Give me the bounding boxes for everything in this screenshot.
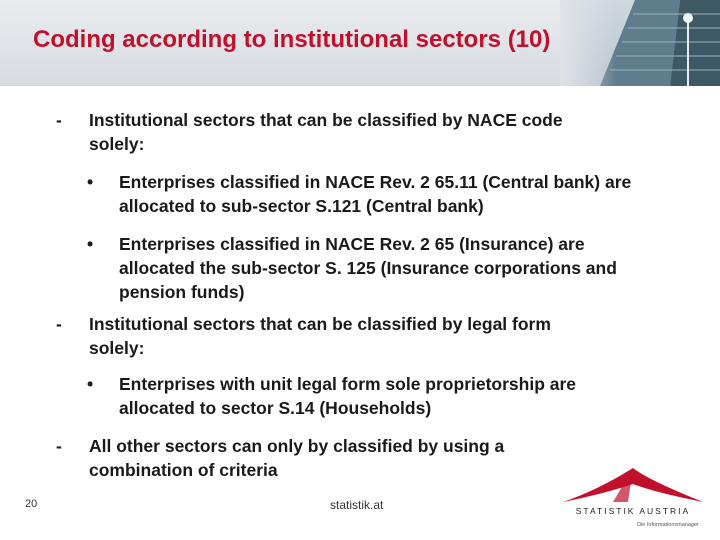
dash-marker: - [56, 314, 62, 334]
bullet-item [56, 434, 609, 482]
bullet-text: Institutional sectors that can be classified by NACE code solely: [89, 110, 563, 154]
dash-marker: - [56, 436, 62, 456]
page-number: 20 [25, 498, 38, 510]
sub-bullet-item [87, 232, 654, 304]
sub-bullet-text: Enterprises classified in NACE Rev. 2 65.11 (Central bank) are allocated to sub-sector S.121 (Central bank) [119, 172, 632, 216]
bullet-item [56, 108, 609, 156]
bullet-text: All other sectors can only by classified by using a combination of criteria [89, 436, 505, 480]
bullet-dot-marker: • [87, 234, 94, 254]
building-photo-icon [560, 0, 720, 86]
statistik-austria-logo-icon [558, 462, 708, 532]
bullet-item [56, 312, 609, 360]
logo-tagline: Die Informationsmanager [637, 522, 699, 528]
logo-wordmark: STATISTIK AUSTRIA [575, 506, 691, 516]
header-building-photo [560, 0, 720, 86]
bullet-text: Institutional sectors that can be classified by legal form solely: [89, 314, 551, 358]
sub-bullet-item [87, 170, 654, 218]
slide-title: Coding according to institutional sectors (10) [33, 26, 551, 53]
sub-bullet-text: Enterprises with unit legal form sole proprietorship are allocated to sector S.14 (Households) [119, 374, 577, 418]
bullet-dot-marker: • [87, 172, 94, 192]
sub-bullet-text: Enterprises classified in NACE Rev. 2 65 (Insurance) are allocated the sub-sector S. 125 (Insurance corporations and pension funds) [119, 234, 617, 302]
bullet-list [0, 108, 720, 482]
sub-bullet-item [87, 372, 654, 420]
dash-marker: - [56, 110, 62, 130]
statistik-austria-logo [558, 462, 708, 532]
bullet-dot-marker: • [87, 374, 94, 394]
footer-url[interactable]: statistik.at [330, 498, 384, 512]
